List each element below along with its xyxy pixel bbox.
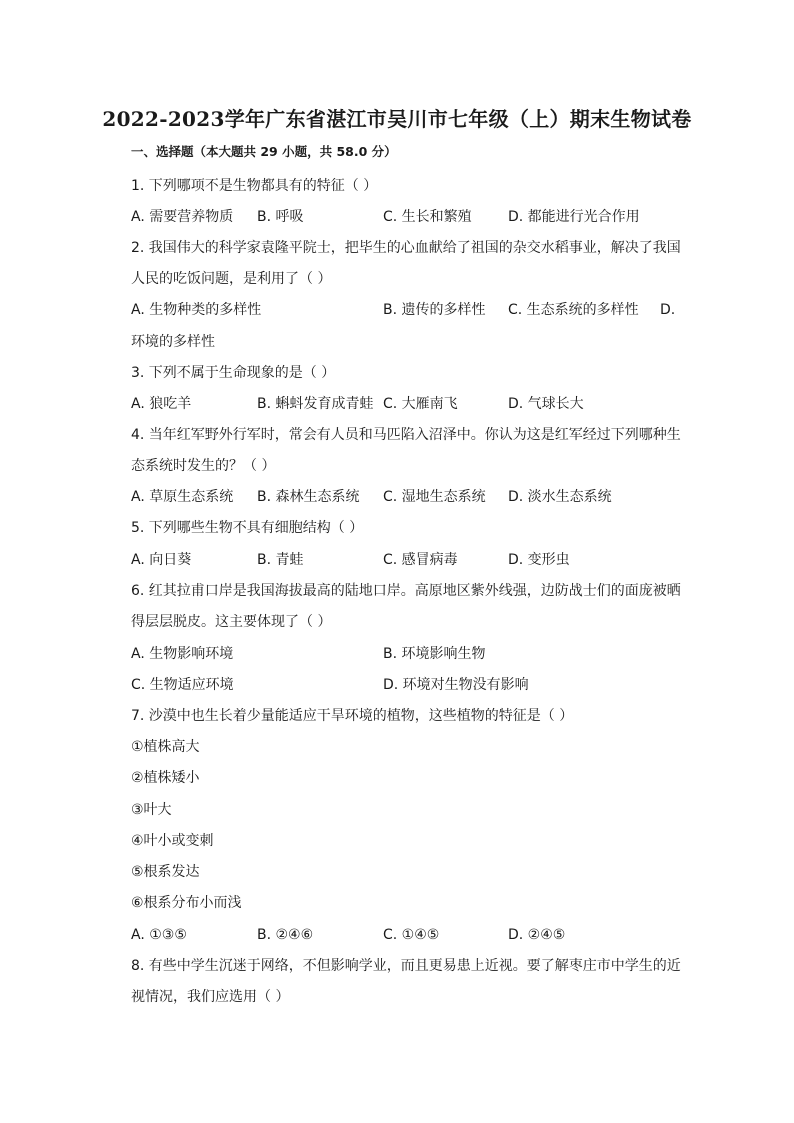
question-4-stem-line-2: 态系统时发生的？（ ） [131, 458, 276, 474]
exam-title: 2022-2023学年广东省湛江市吴川市七年级（上）期末生物试卷 [102, 107, 692, 131]
question-4-option-a: A. 草原生态系统 [131, 489, 234, 505]
question-7-item: ②植株矮小 [131, 770, 200, 786]
question-6-option-c: C. 生物适应环境 [131, 677, 234, 693]
question-2-option-c: C. 生态系统的多样性 [508, 302, 639, 318]
question-3-option-b: B. 蝌蚪发育成青蛙 [257, 396, 374, 412]
question-4-stem-line-1: 4. 当年红军野外行军时，常会有人员和马匹陷入沼泽中。你认为这是红军经过下列哪种生 [131, 427, 681, 443]
question-4-option-b: B. 森林生态系统 [257, 489, 360, 505]
question-7-item: ③叶大 [131, 802, 172, 818]
question-4-option-d: D. 淡水生态系统 [508, 489, 612, 505]
question-1-stem: 1. 下列哪项不是生物都具有的特征（ ） [131, 178, 378, 194]
question-2-option-b: B. 遗传的多样性 [383, 302, 486, 318]
question-1-option-b: B. 呼吸 [257, 209, 304, 225]
question-7-option-b: B. ②④⑥ [257, 927, 314, 943]
section-heading: 一、选择题（本大题共 29 小题，共 58.0 分） [131, 144, 397, 159]
question-8-stem-line-2: 视情况，我们应选用（ ） [131, 989, 290, 1005]
question-5-option-b: B. 青蛙 [257, 552, 304, 568]
question-2-stem-line-1: 2. 我国伟大的科学家袁隆平院士，把毕生的心血献给了祖国的杂交水稻事业，解决了我国 [131, 240, 681, 256]
question-2-option-d-continued: 环境的多样性 [131, 334, 215, 350]
question-5-option-a: A. 向日葵 [131, 552, 192, 568]
question-7-item: ①植株高大 [131, 739, 200, 755]
question-6-stem-line-2: 得层层脱皮。这主要体现了（ ） [131, 614, 332, 630]
question-3-option-d: D. 气球长大 [508, 396, 584, 412]
question-6-option-a: A. 生物影响环境 [131, 646, 234, 662]
question-5-option-c: C. 感冒病毒 [383, 552, 458, 568]
question-3-option-a: A. 狼吃羊 [131, 396, 192, 412]
question-2-stem-line-2: 人民的吃饭问题，是利用了（ ） [131, 271, 332, 287]
question-1-option-d: D. 都能进行光合作用 [508, 209, 640, 225]
question-3-stem: 3. 下列不属于生命现象的是（ ） [131, 365, 336, 381]
question-7-stem: 7. 沙漠中也生长着少量能适应干旱环境的植物，这些植物的特征是（ ） [131, 708, 574, 724]
question-5-stem: 5. 下列哪些生物不具有细胞结构（ ） [131, 520, 364, 536]
question-7-option-d: D. ②④⑤ [508, 927, 566, 943]
question-3-option-c: C. 大雁南飞 [383, 396, 458, 412]
question-2-option-a: A. 生物种类的多样性 [131, 302, 262, 318]
question-7-item: ⑥根系分布小而浅 [131, 895, 242, 911]
question-4-option-c: C. 湿地生态系统 [383, 489, 486, 505]
question-2-option-d: D. [660, 302, 676, 318]
question-6-option-b: B. 环境影响生物 [383, 646, 486, 662]
question-6-option-d: D. 环境对生物没有影响 [383, 677, 529, 693]
question-1-option-c: C. 生长和繁殖 [383, 209, 472, 225]
question-1-option-a: A. 需要营养物质 [131, 209, 234, 225]
question-8-stem-line-1: 8. 有些中学生沉迷于网络，不但影响学业，而且更易患上近视。要了解枣庄市中学生的近 [131, 958, 681, 974]
question-7-option-a: A. ①③⑤ [131, 927, 187, 943]
question-6-stem-line-1: 6. 红其拉甫口岸是我国海拔最高的陆地口岸。高原地区紫外线强，边防战士们的面庞被晒 [131, 583, 681, 599]
question-7-item: ⑤根系发达 [131, 864, 200, 880]
question-7-option-c: C. ①④⑤ [383, 927, 440, 943]
question-7-item: ④叶小或变刺 [131, 833, 214, 849]
question-5-option-d: D. 变形虫 [508, 552, 570, 568]
